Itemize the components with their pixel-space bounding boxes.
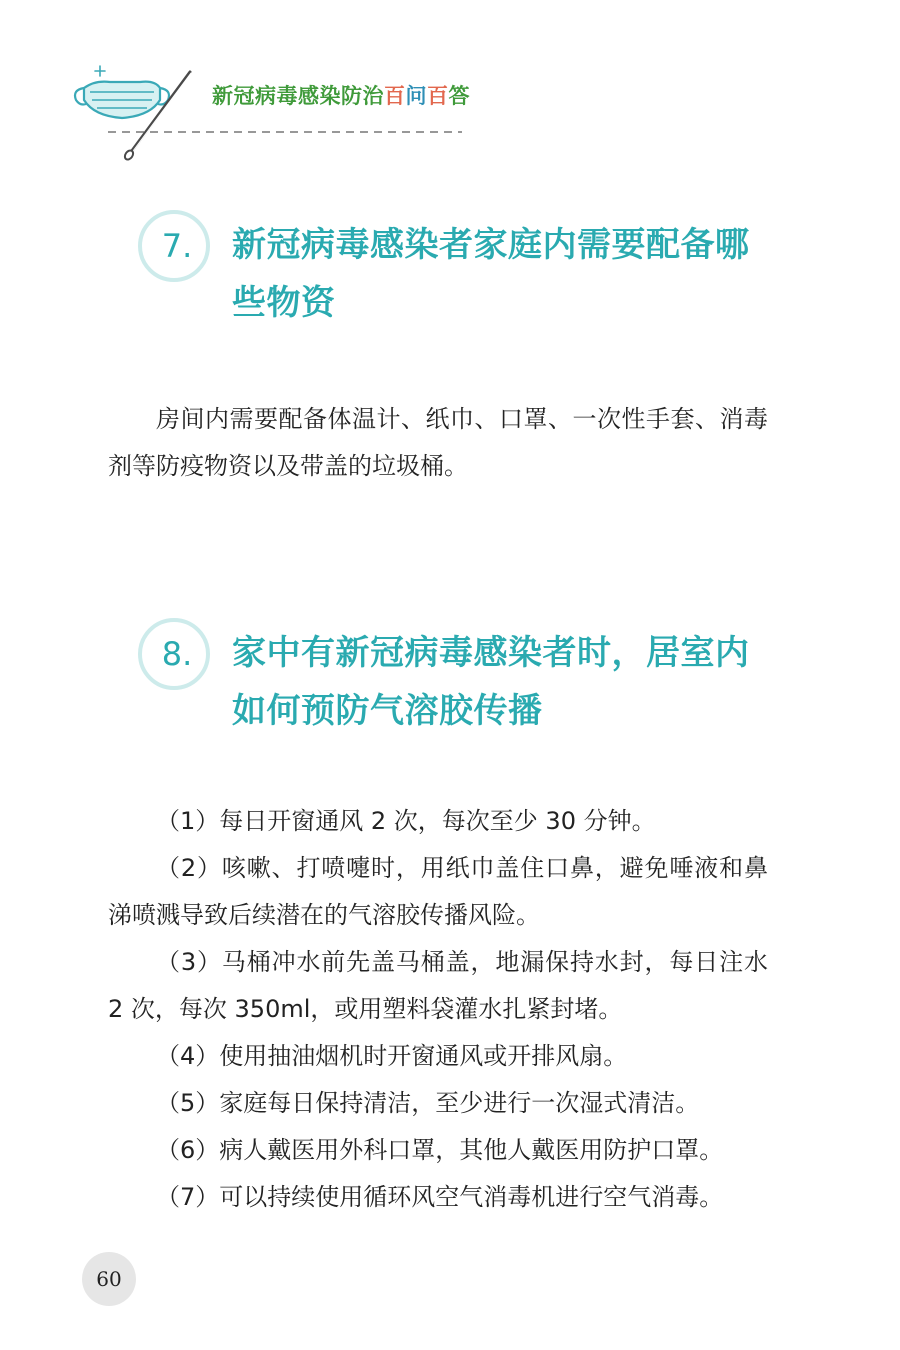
- answer-7: [108, 396, 768, 490]
- question-title: 家中有新冠病毒感染者时，居室内如何预防气溶胶传播: [232, 633, 750, 731]
- sparkle-icon: [95, 66, 105, 76]
- answer-paragraph: （6）病人戴医用外科口罩，其他人戴医用防护口罩。: [156, 1136, 724, 1164]
- answer-paragraph: （5）家庭每日保持清洁，至少进行一次湿式清洁。: [156, 1089, 700, 1117]
- answer-paragraph: （1）每日开窗通风 2 次，每次至少 30 分钟。: [156, 807, 656, 835]
- question-number-badge: 7.: [138, 210, 210, 282]
- book-title: [212, 80, 470, 110]
- book-title-part: 百: [384, 84, 406, 108]
- page-number: 60: [82, 1252, 136, 1306]
- book-title-part: 问: [405, 84, 427, 108]
- answer-paragraph: （2）咳嗽、打喷嚏时，用纸巾盖住口鼻，避免唾液和鼻涕喷溅导致后续潜在的气溶胶传播风险。: [108, 854, 768, 929]
- answer-paragraph: （7）可以持续使用循环风空气消毒机进行空气消毒。: [156, 1183, 724, 1211]
- mask-icon: [75, 82, 169, 118]
- question-number-badge: 8.: [138, 618, 210, 690]
- page-header: [0, 0, 900, 170]
- book-title-part: 答: [448, 84, 470, 108]
- answer-8: [108, 798, 768, 1221]
- book-title-part: 新冠病毒感染防治: [212, 84, 384, 108]
- question-title: 新冠病毒感染者家庭内需要配备哪些物资: [232, 225, 750, 323]
- book-title-part: 百: [427, 84, 449, 108]
- answer-paragraph: （4）使用抽油烟机时开窗通风或开排风扇。: [156, 1042, 628, 1070]
- answer-paragraph: 房间内需要配备体温计、纸巾、口罩、一次性手套、消毒剂等防疫物资以及带盖的垃圾桶。: [108, 405, 768, 480]
- answer-paragraph: （3）马桶冲水前先盖马桶盖，地漏保持水封，每日注水 2 次，每次 350ml，或用塑料袋灌水扎紧封堵。: [108, 948, 768, 1023]
